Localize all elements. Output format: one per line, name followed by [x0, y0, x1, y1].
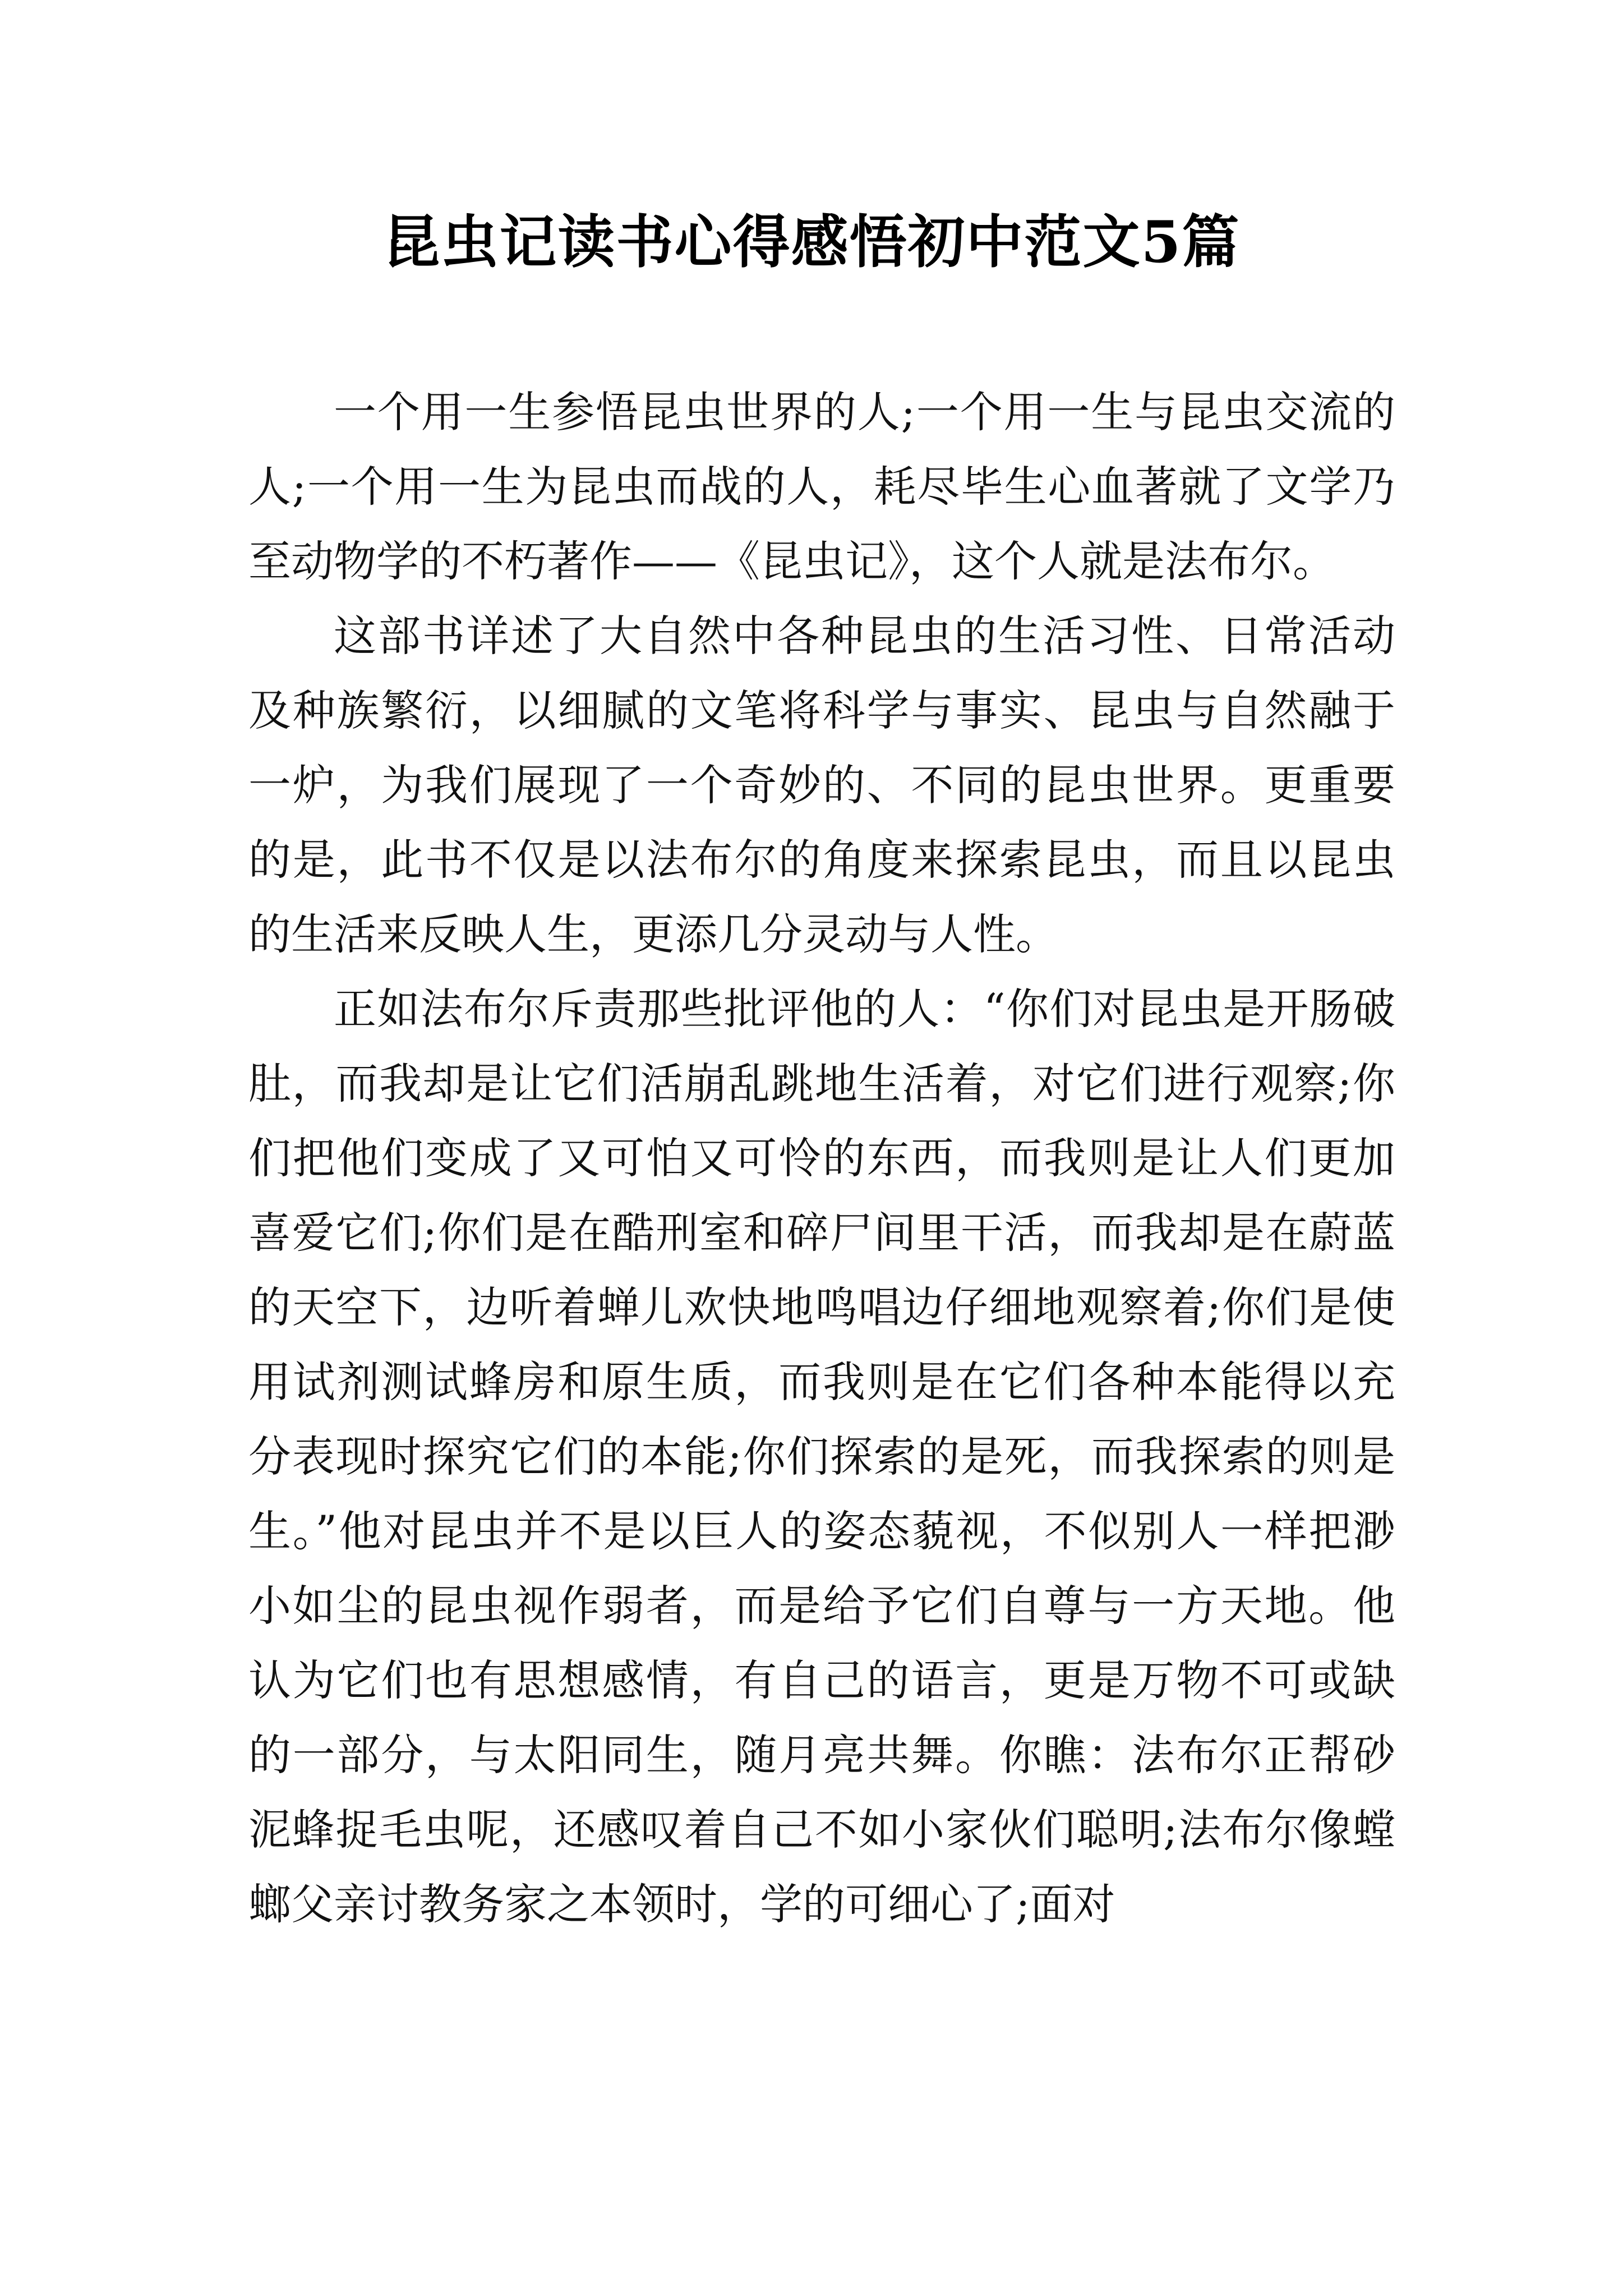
paragraph-2: 这部书详述了大自然中各种昆虫的生活习性、日常活动及种族繁衍，以细腻的文笔将科学与事实、昆虫与自然融于一炉，为我们展现了一个奇妙的、不同的昆虫世界。更重要的是，此书不仅是以法布尔的角度来探索昆虫，而且以昆虫的生活来反映人生，更添几分灵动与人性。 — [248, 611, 1395, 959]
paragraph-1: 一个用一生参悟昆虫世界的人;一个用一生与昆虫交流的人;一个用一生为昆虫而战的人，耗尽毕生心血著就了文学乃至动物学的不朽著作——《昆虫记》，这个人就是法布尔。 — [248, 387, 1395, 586]
paragraph-3: 正如法布尔斥责那些批评他的人：“你们对昆虫是开肠破肚，而我却是让它们活崩乱跳地生活着，对它们进行观察;你们把他们变成了又可怕又可怜的东西，而我则是让人们更加喜爱它们;你们是在酷刑室和碎尸间里干活，而我却是在蔚蓝的天空下，边听着蝉儿欢快地鸣唱边仔细地观察着;你们是使用试剂测试蜂房和原生质，而我则是在它们各种本能得以充分表现时探究它们的本能;你们探索的是死，而我探索的则是生。”他对昆虫并不是以巨人的姿态藐视，不似别人一样把渺小如尘的昆虫视作弱者，而是给予它们自尊与一方天地。他认为它们也有思想感情，有自己的语言，更是万物不可或缺的一部分，与太阳同生，随月亮共舞。你瞧：法布尔正帮砂泥蜂捉毛虫呢，还感叹着自己不如小家伙们聪明;法布尔像螳螂父亲讨教务家之本领时，学的可细心了;面对 — [248, 984, 1395, 1929]
document-title: 昆虫记读书心得感悟初中范文5篇 — [382, 209, 1241, 276]
document-body — [248, 375, 1395, 1941]
